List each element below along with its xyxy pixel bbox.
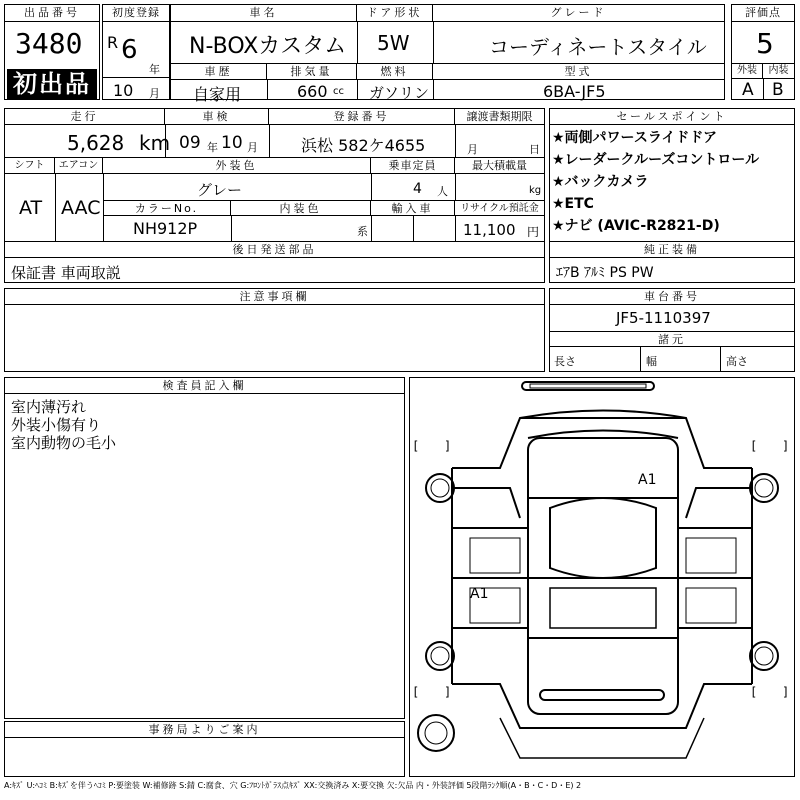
caution-box xyxy=(4,288,545,372)
model-label: 型式 xyxy=(433,64,724,80)
dimensions-label: 諸元 xyxy=(550,332,794,347)
caution-label: 注意事項欄 xyxy=(5,289,544,305)
length-label: 長さ xyxy=(554,355,576,368)
office-box xyxy=(4,721,405,777)
capacity-label: 乗車定員 xyxy=(371,158,455,174)
lot-number-box xyxy=(4,4,100,100)
first-reg-year: 6 xyxy=(121,35,138,65)
svg-text:]: ] xyxy=(782,439,790,453)
interior-color-label: 内装色 xyxy=(231,201,371,216)
shift-label: シフト xyxy=(5,158,55,174)
damage-mark: A1 xyxy=(470,586,489,602)
transfer-day-unit: 日 xyxy=(529,143,540,156)
lot-number: 3480 xyxy=(15,27,83,60)
vehicle-detail-box xyxy=(4,108,545,242)
reg-number-label: 登録番号 xyxy=(269,109,455,125)
height-label: 高さ xyxy=(726,355,748,368)
score-label: 評価点 xyxy=(732,5,794,22)
svg-text:]: ] xyxy=(444,685,452,699)
sales-point-item: ★レーダークルーズコントロール xyxy=(552,152,760,168)
svg-text:]: ] xyxy=(444,439,452,453)
exterior-score: A xyxy=(742,80,754,100)
grade-label: グレード xyxy=(433,5,724,22)
displacement: 660 xyxy=(297,82,328,101)
reg-number: 浜松 582ケ4655 xyxy=(301,136,426,155)
first-reg-month: 10 xyxy=(113,81,134,100)
inspector-note: 室内薄汚れ xyxy=(11,398,87,416)
recycle-fee: 11,100 xyxy=(463,221,516,239)
capacity: 4 xyxy=(413,181,422,197)
sales-point-item: ★バックカメラ xyxy=(552,174,649,190)
sales-points-box xyxy=(549,108,795,242)
sales-point-item: ★ナビ (AVIC-R2821-D) xyxy=(552,218,720,234)
door-label: ドア形状 xyxy=(357,5,433,22)
displacement-label: 排気量 xyxy=(267,64,357,80)
displacement-unit: cc xyxy=(333,86,344,97)
door-type: 5W xyxy=(377,31,410,55)
later-parts-value: 保証書 車両取説 xyxy=(11,264,121,282)
equipment-label: 純正装備 xyxy=(550,242,794,258)
equipment-value: ｴｱB ｱﾙﾐ PS PW xyxy=(556,265,654,281)
capacity-unit: 人 xyxy=(437,185,448,198)
inspector-notes xyxy=(11,398,116,452)
damage-diagram xyxy=(409,377,795,777)
era: R xyxy=(107,33,119,52)
damage-mark: A1 xyxy=(638,472,657,488)
sales-point-item: ★ETC xyxy=(552,196,594,212)
svg-text:[: [ xyxy=(412,439,420,453)
car-info-box xyxy=(170,4,725,64)
score-box xyxy=(731,4,795,100)
transfer-month-unit: 月 xyxy=(467,143,478,156)
exterior-color: グレー xyxy=(197,181,243,199)
sales-points-list xyxy=(552,127,759,237)
ac-type: AAC xyxy=(61,197,101,219)
mileage: 5,628 xyxy=(67,131,125,155)
interior-score-label: 内装 xyxy=(763,63,794,79)
month-unit: 月 xyxy=(149,87,160,100)
mileage-label: 走行 xyxy=(5,109,165,125)
recycle-label: リサイクル預託金 xyxy=(455,201,544,216)
grade: コーディネートスタイル xyxy=(489,35,707,59)
color-no: NH912P xyxy=(133,219,198,238)
car-name: N-BOXカスタム xyxy=(189,34,347,59)
chassis-number: JF5-1110397 xyxy=(616,309,711,327)
equipment-box xyxy=(549,241,795,283)
history-label: 車歴 xyxy=(171,64,267,80)
inspector-label: 検査員記入欄 xyxy=(5,378,404,394)
svg-text:[: [ xyxy=(750,439,758,453)
model: 6BA-JF5 xyxy=(543,82,606,101)
inspection-month-unit: 月 xyxy=(247,141,258,154)
max-load-unit: kg xyxy=(529,185,542,196)
history: 自家用 xyxy=(193,85,242,104)
width-label: 幅 xyxy=(646,355,657,368)
later-parts-label: 後日発送部品 xyxy=(5,242,544,258)
legend-text: A:ｷｽﾞ U:ﾍｺﾐ B:ｷｽﾞを伴うﾍｺﾐ P:要塗装 W:補修跡 S:錆 C:腐食、穴 G:ﾌﾛﾝﾄｶﾞﾗｽ点ｷｽﾞ XX:交換済み X:要交換 欠:欠品 内・外装評価 5段階ﾗﾝｸ順(A・B・C・D・E) 2 xyxy=(4,781,582,790)
first-registration-box xyxy=(102,4,170,100)
inspector-note: 外装小傷有り xyxy=(11,416,102,434)
score: 5 xyxy=(756,27,774,60)
interior-score: B xyxy=(772,80,784,100)
recycle-unit: 円 xyxy=(527,225,540,239)
color-no-label: カラーNo. xyxy=(103,201,231,216)
inspection-label: 車検 xyxy=(165,109,269,125)
mileage-unit: km xyxy=(139,131,171,155)
exterior-color-label: 外装色 xyxy=(103,158,371,174)
year-unit: 年 xyxy=(149,63,160,76)
transfer-label: 譲渡書類期限 xyxy=(455,109,544,125)
interior-color-suffix: 系 xyxy=(357,225,368,238)
inspection-year-unit: 年 xyxy=(207,141,218,154)
fuel-label: 燃料 xyxy=(357,64,433,80)
inspector-note: 室内動物の毛小 xyxy=(11,434,117,452)
shift: AT xyxy=(19,197,43,219)
sales-points-label: セールスポイント xyxy=(550,109,794,125)
svg-text:[: [ xyxy=(750,685,758,699)
header-section xyxy=(4,4,795,102)
svg-text:]: ] xyxy=(782,685,790,699)
spec-row-box xyxy=(170,63,725,104)
chassis-label: 車台番号 xyxy=(550,289,794,305)
fuel: ガソリン xyxy=(369,84,430,102)
first-listing-badge: 初出品 xyxy=(7,69,97,99)
first-reg-label: 初度登録 xyxy=(103,5,169,22)
sales-point-item: ★両側パワースライドドア xyxy=(552,130,718,146)
ac-label: エアコン xyxy=(55,158,103,174)
max-load-label: 最大積載量 xyxy=(455,158,544,174)
inspection-year: 09 xyxy=(179,133,201,153)
inspector-box xyxy=(4,377,405,719)
svg-text:[: [ xyxy=(412,685,420,699)
car-name-label: 車名 xyxy=(171,5,357,22)
chassis-box xyxy=(549,288,795,372)
later-parts-box xyxy=(4,241,545,283)
inspection-month: 10 xyxy=(221,133,243,153)
office-label: 事務局よりご案内 xyxy=(5,722,404,738)
import-label: 輸入車 xyxy=(371,201,455,216)
lot-number-label: 出品番号 xyxy=(5,5,99,22)
exterior-score-label: 外装 xyxy=(732,63,763,79)
car-diagram-svg xyxy=(410,378,794,776)
